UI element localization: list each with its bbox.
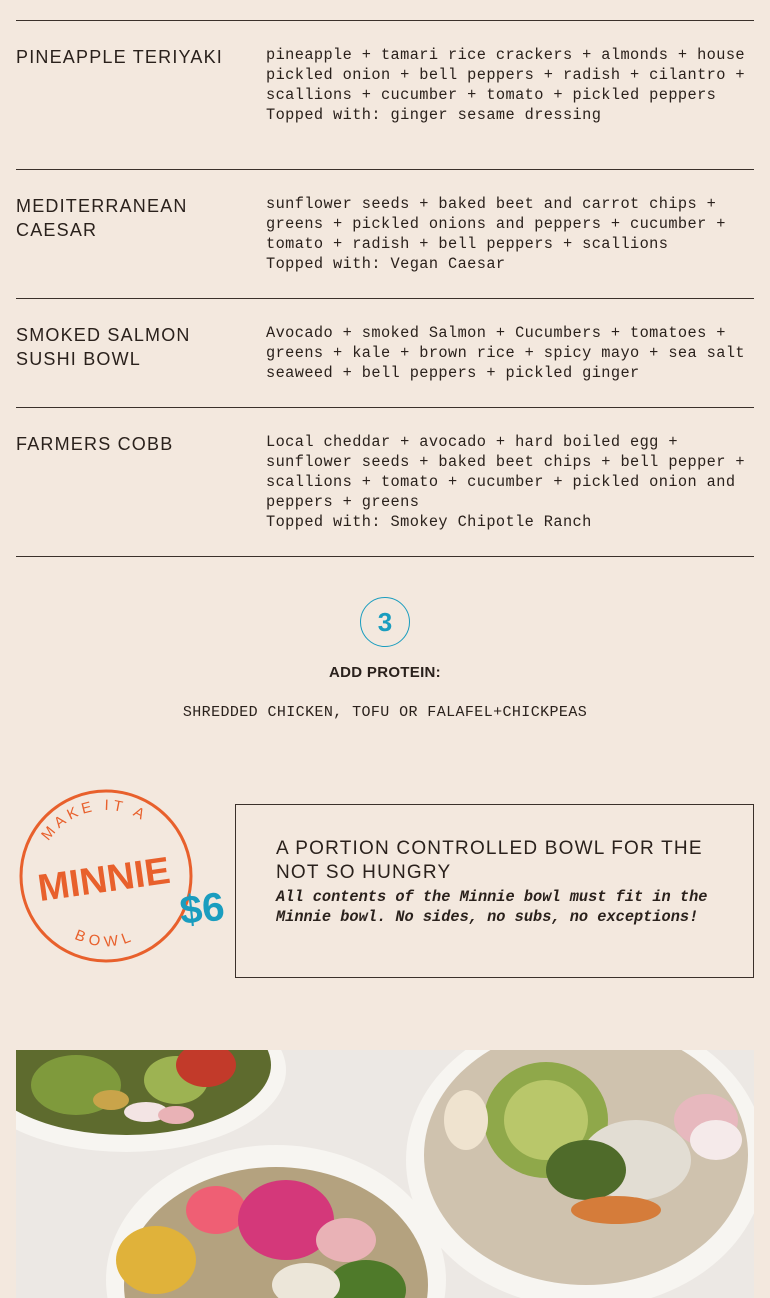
topping-text: Topped with: Vegan Caesar [266,255,506,273]
ingredients-text: Local cheddar + avocado + hard boiled egg + sunflower seeds + baked beet chips + bell pepper + scallions + tomato + cucumber + pickled onion and peppers + greens [266,433,745,511]
menu-item-description [266,45,754,125]
minnie-heading: A PORTION CONTROLLED BOWL FOR THE NOT SO HUNGRY [276,838,703,883]
badge-top-text: MAKE IT A [38,796,151,844]
badge-bottom-text: BOWL [72,926,138,951]
divider [16,20,754,21]
topping-text: Topped with: ginger sesame dressing [266,106,602,124]
minnie-bowl-badge [16,786,228,966]
add-protein-title: ADD PROTEIN: [329,664,441,681]
step-number-badge [360,597,410,647]
protein-options: SHREDDED CHICKEN, TOFU OR FALAFEL+CHICKPEAS [182,704,588,721]
ingredients-text: sunflower seeds + baked beet and carrot chips + greens + pickled onions and peppers + cucumber + tomato + radish + bell peppers + scallions [266,195,726,253]
badge-name: MINNIE [35,849,173,911]
menu-item-name: FARMERS COBB [16,434,174,454]
divider [16,556,754,557]
menu-item-name: PINEAPPLE TERIYAKI [16,47,224,67]
salad-bowls-photo [16,1050,754,1298]
divider [16,407,754,408]
menu-item-name: SMOKED SALMON SUSHI BOWL [16,325,191,369]
divider [16,169,754,170]
topping-text: Topped with: Smokey Chipotle Ranch [266,513,592,531]
menu-item-name: MEDITERRANEAN CAESAR [16,196,188,240]
step-number: 3 [377,606,393,637]
minnie-info-box [235,804,754,978]
menu-item-description [266,432,754,532]
minnie-note: All contents of the Minnie bowl must fit in the Minnie bowl. No sides, no subs, no exceptions! [276,888,708,926]
menu-item-description [266,323,754,383]
divider [16,298,754,299]
ingredients-text: pineapple + tamari rice crackers + almonds + house pickled onion + bell peppers + radish + cilantro + scallions + cucumber + tomato + pickled peppers [266,46,745,104]
salad-bowls-illustration [16,1050,754,1298]
badge-price: $6 [177,884,227,934]
menu-item-description [266,194,754,274]
ingredients-text: Avocado + smoked Salmon + Cucumbers + tomatoes + greens + kale + brown rice + spicy mayo + sea salt seaweed + bell peppers + pickled ginger [266,324,745,382]
